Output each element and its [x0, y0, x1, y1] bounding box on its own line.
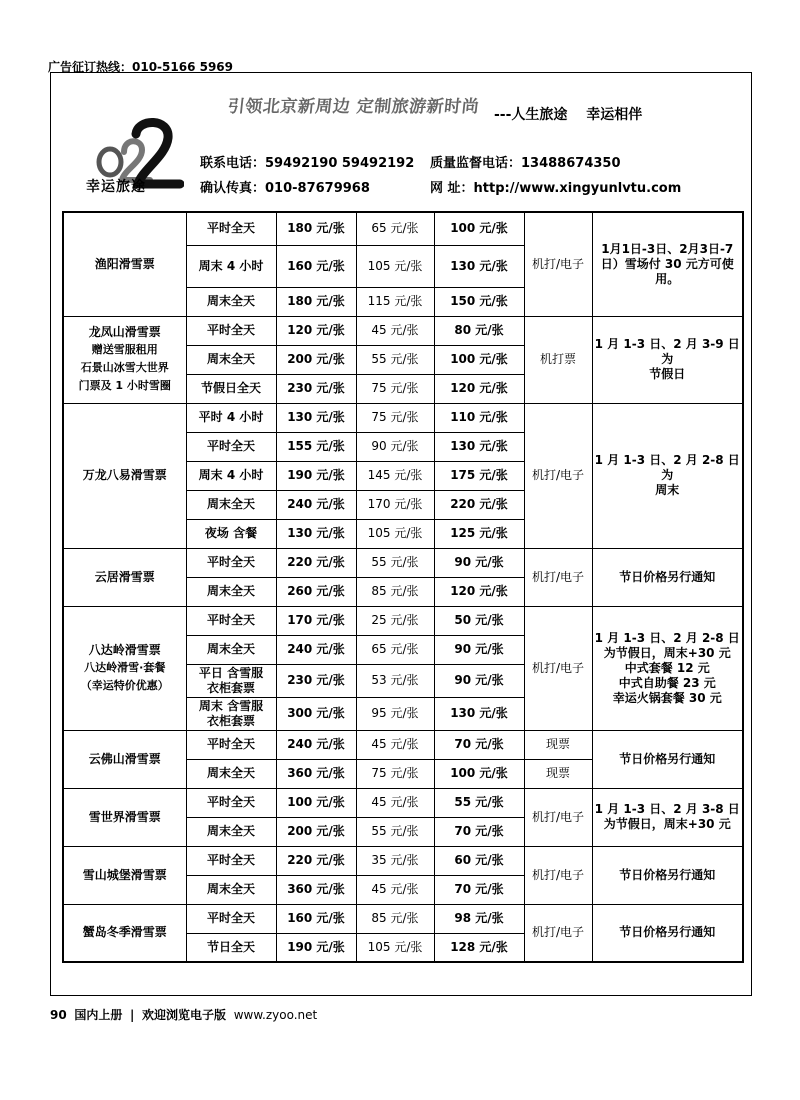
price-mid: 75 元/张: [356, 403, 434, 432]
price-original: 240 元/张: [276, 490, 356, 519]
note-line: 1 月 1-3 日、2 月 3-9 日为: [594, 337, 740, 366]
note-line: 中式自助餐 23 元: [618, 675, 716, 690]
resort-subnote: 石景山冰雪大世界: [80, 361, 169, 375]
price-mid: 145 元/张: [356, 461, 434, 490]
price-sale: 220 元/张: [434, 490, 524, 519]
price-original: 260 元/张: [276, 577, 356, 606]
price-original: 160 元/张: [276, 904, 356, 933]
resort-name: 万龙八易滑雪票: [82, 468, 167, 482]
price-sale: 120 元/张: [434, 374, 524, 403]
price-sale: 70 元/张: [434, 817, 524, 846]
fax: 确认传真：010-87679968: [200, 181, 370, 196]
resort-note-cell: [592, 788, 743, 846]
price-mid: 45 元/张: [356, 316, 434, 345]
resort-name-cell: [63, 904, 186, 962]
price-mid: 53 元/张: [356, 664, 434, 697]
price-original: 170 元/张: [276, 606, 356, 635]
price-original: 240 元/张: [276, 730, 356, 759]
price-sale: 130 元/张: [434, 432, 524, 461]
price-original: 190 元/张: [276, 461, 356, 490]
ticket-period: 平时全天: [186, 606, 276, 635]
table-row: [63, 606, 743, 635]
ticket-period: 平时全天: [186, 846, 276, 875]
price-mid: 95 元/张: [356, 697, 434, 730]
ticket-type: 现票: [524, 759, 592, 788]
price-mid: 105 元/张: [356, 245, 434, 287]
resort-name: 龙凤山滑雪票: [88, 325, 161, 340]
ticket-type: 机打/电子: [524, 904, 592, 962]
contact-phone: 联系电话：59492190 59492192: [200, 156, 415, 171]
resort-name-cell: [63, 403, 186, 548]
ticket-period: 平时全天: [186, 316, 276, 345]
table-row: [63, 788, 743, 817]
price-sale: 175 元/张: [434, 461, 524, 490]
price-mid: 75 元/张: [356, 759, 434, 788]
ticket-period: 平时全天: [186, 788, 276, 817]
price-original: 240 元/张: [276, 635, 356, 664]
resort-name: 八达岭滑雪票: [88, 642, 161, 657]
price-mid: 105 元/张: [356, 519, 434, 548]
ticket-period: 周末全天: [186, 635, 276, 664]
resort-note-cell: [592, 212, 743, 316]
price-original: 155 元/张: [276, 432, 356, 461]
price-mid: 35 元/张: [356, 846, 434, 875]
price-sale: 128 元/张: [434, 933, 524, 962]
price-mid: 65 元/张: [356, 635, 434, 664]
ticket-period: 周末全天: [186, 817, 276, 846]
price-sale: 125 元/张: [434, 519, 524, 548]
book-title: 国内上册: [74, 1008, 123, 1022]
note-line: 节日价格另行通知: [619, 569, 716, 584]
note-line: 1 月 1-3 日、2 月 2-8 日为: [594, 453, 740, 482]
resort-name: 云居滑雪票: [94, 569, 155, 584]
resort-name-cell: [63, 316, 186, 403]
price-original: 160 元/张: [276, 245, 356, 287]
ticket-type: 机打/电子: [524, 606, 592, 730]
resort-name-cell: [63, 548, 186, 606]
price-sale: 100 元/张: [434, 212, 524, 245]
price-mid: 85 元/张: [356, 577, 434, 606]
ticket-period: 平时全天: [186, 904, 276, 933]
ticket-period: 节日全天: [186, 933, 276, 962]
ticket-period: 平时全天: [186, 432, 276, 461]
ticket-period: 周末全天: [186, 287, 276, 316]
logo-text: 幸运旅途: [86, 179, 146, 195]
price-sale: 110 元/张: [434, 403, 524, 432]
price-sale: 60 元/张: [434, 846, 524, 875]
ticket-period: 周末全天: [186, 759, 276, 788]
price-sale: 90 元/张: [434, 635, 524, 664]
ticket-period: 周末全天: [186, 577, 276, 606]
resort-name-cell: [63, 212, 186, 316]
ticket-period: 周末全天: [186, 875, 276, 904]
resort-name-cell: [63, 606, 186, 730]
resort-note-cell: [592, 904, 743, 962]
ticket-period: 周末 含雪服 衣柜套票: [186, 697, 276, 730]
price-sale: 90 元/张: [434, 664, 524, 697]
quality-phone: 质量监督电话：13488674350: [430, 156, 621, 171]
price-original: 300 元/张: [276, 697, 356, 730]
resort-note-cell: [592, 403, 743, 548]
price-original: 200 元/张: [276, 345, 356, 374]
resort-note-cell: [592, 548, 743, 606]
resort-note-cell: [592, 846, 743, 904]
price-mid: 55 元/张: [356, 345, 434, 374]
note-line: 中式套餐 12 元: [624, 660, 710, 675]
ticket-period: 平时全天: [186, 730, 276, 759]
table-row: [63, 316, 743, 345]
table-row: [63, 403, 743, 432]
resort-note-cell: [592, 606, 743, 730]
price-mid: 105 元/张: [356, 933, 434, 962]
slogan: 引领北京新周边 定制旅游新时尚: [226, 97, 481, 117]
price-sale: 70 元/张: [434, 730, 524, 759]
ticket-period: 周末 4 小时: [186, 461, 276, 490]
price-sale: 120 元/张: [434, 577, 524, 606]
table-row: [63, 212, 743, 245]
price-original: 180 元/张: [276, 287, 356, 316]
ticket-type: 机打/电子: [524, 846, 592, 904]
note-line: 1 月 1-3 日、2 月 3-8 日: [594, 802, 740, 816]
ski-price-table: [62, 211, 744, 963]
table-row: [63, 730, 743, 759]
resort-note-cell: [592, 730, 743, 788]
ticket-period: 平时全天: [186, 212, 276, 245]
price-original: 220 元/张: [276, 548, 356, 577]
website: 网 址：http://www.xingyunlvtu.com: [430, 181, 682, 196]
resort-name-cell: [63, 846, 186, 904]
price-original: 190 元/张: [276, 933, 356, 962]
price-mid: 25 元/张: [356, 606, 434, 635]
price-original: 200 元/张: [276, 817, 356, 846]
price-sale: 130 元/张: [434, 697, 524, 730]
price-mid: 55 元/张: [356, 548, 434, 577]
footer-separator: |: [130, 1008, 135, 1022]
price-mid: 90 元/张: [356, 432, 434, 461]
ad-hotline: 广告征订热线：010-5166 5969: [48, 60, 234, 74]
ticket-period: 周末全天: [186, 345, 276, 374]
resort-note-cell: [592, 316, 743, 403]
ticket-period: 周末全天: [186, 490, 276, 519]
resort-name: 云佛山滑雪票: [88, 751, 161, 766]
footer: [50, 1006, 317, 1023]
price-mid: 45 元/张: [356, 788, 434, 817]
price-sale: 150 元/张: [434, 287, 524, 316]
ticket-type: 机打/电子: [524, 548, 592, 606]
price-mid: 85 元/张: [356, 904, 434, 933]
resort-name: 蟹岛冬季滑雪票: [82, 925, 167, 940]
ticket-period: 平时 4 小时: [186, 403, 276, 432]
note-line: 幸运火锅套餐 30 元: [612, 690, 722, 705]
price-sale: 98 元/张: [434, 904, 524, 933]
note-line: 为节假日，周末+30 元: [603, 817, 731, 831]
price-mid: 65 元/张: [356, 212, 434, 245]
price-sale: 90 元/张: [434, 548, 524, 577]
price-sale: 55 元/张: [434, 788, 524, 817]
note-line: 节日价格另行通知: [619, 751, 716, 766]
note-line: 1 月 1-3 日、2 月 2-8 日: [594, 630, 740, 645]
note-line: 节日价格另行通知: [619, 867, 716, 882]
table-row: [63, 904, 743, 933]
resort-name: 雪山城堡滑雪票: [82, 867, 167, 882]
resort-name-cell: [63, 788, 186, 846]
price-mid: 75 元/张: [356, 374, 434, 403]
ticket-type: 机打/电子: [524, 788, 592, 846]
ticket-period: 夜场 含餐: [186, 519, 276, 548]
ticket-period: 节假日全天: [186, 374, 276, 403]
price-original: 360 元/张: [276, 759, 356, 788]
ticket-type: 现票: [524, 730, 592, 759]
resort-subnote: 赠送雪服租用: [91, 343, 158, 357]
price-original: 100 元/张: [276, 788, 356, 817]
price-original: 120 元/张: [276, 316, 356, 345]
price-sale: 100 元/张: [434, 759, 524, 788]
price-mid: 55 元/张: [356, 817, 434, 846]
slogan-tagline: ---人生旅途 幸运相伴: [494, 107, 643, 123]
resort-subnote: （幸运特价优惠）: [80, 678, 169, 692]
ticket-period: 周末 4 小时: [186, 245, 276, 287]
resort-subnote: 门票及 1 小时雪圈: [78, 378, 171, 392]
price-original: 180 元/张: [276, 212, 356, 245]
price-original: 360 元/张: [276, 875, 356, 904]
price-sale: 130 元/张: [434, 245, 524, 287]
table-row: [63, 548, 743, 577]
page-number: 90: [50, 1008, 67, 1022]
table-row: [63, 846, 743, 875]
price-original: 220 元/张: [276, 846, 356, 875]
price-original: 230 元/张: [276, 374, 356, 403]
resort-name-cell: [63, 730, 186, 788]
ticket-type: 机打票: [524, 316, 592, 403]
note-line: 为节假日，周末+30 元: [603, 645, 731, 660]
price-original: 130 元/张: [276, 403, 356, 432]
resort-subnote: 八达岭滑雪·套餐: [84, 660, 166, 674]
resort-name: 渔阳滑雪票: [94, 256, 155, 271]
resort-name: 雪世界滑雪票: [88, 809, 161, 824]
price-mid: 170 元/张: [356, 490, 434, 519]
note-line: 周末: [655, 483, 680, 497]
ticket-type: 机打/电子: [524, 403, 592, 548]
price-mid: 115 元/张: [356, 287, 434, 316]
ticket-period: 平时全天: [186, 548, 276, 577]
note-line: 日）雪场付 30 元方可使用。: [600, 256, 734, 286]
price-original: 230 元/张: [276, 664, 356, 697]
price-mid: 45 元/张: [356, 730, 434, 759]
footer-promo: 欢迎浏览电子版: [142, 1008, 227, 1022]
price-original: 130 元/张: [276, 519, 356, 548]
price-sale: 50 元/张: [434, 606, 524, 635]
price-sale: 70 元/张: [434, 875, 524, 904]
note-line: 节假日: [649, 367, 686, 381]
footer-url: www.zyoo.net: [233, 1008, 318, 1022]
note-line: 1月1日-3日、2月3日-7: [601, 241, 734, 256]
ticket-period: 平日 含雪服 衣柜套票: [186, 664, 276, 697]
ticket-type: 机打/电子: [524, 212, 592, 316]
price-mid: 45 元/张: [356, 875, 434, 904]
note-line: 节日价格另行通知: [619, 925, 716, 940]
price-sale: 100 元/张: [434, 345, 524, 374]
price-sale: 80 元/张: [434, 316, 524, 345]
